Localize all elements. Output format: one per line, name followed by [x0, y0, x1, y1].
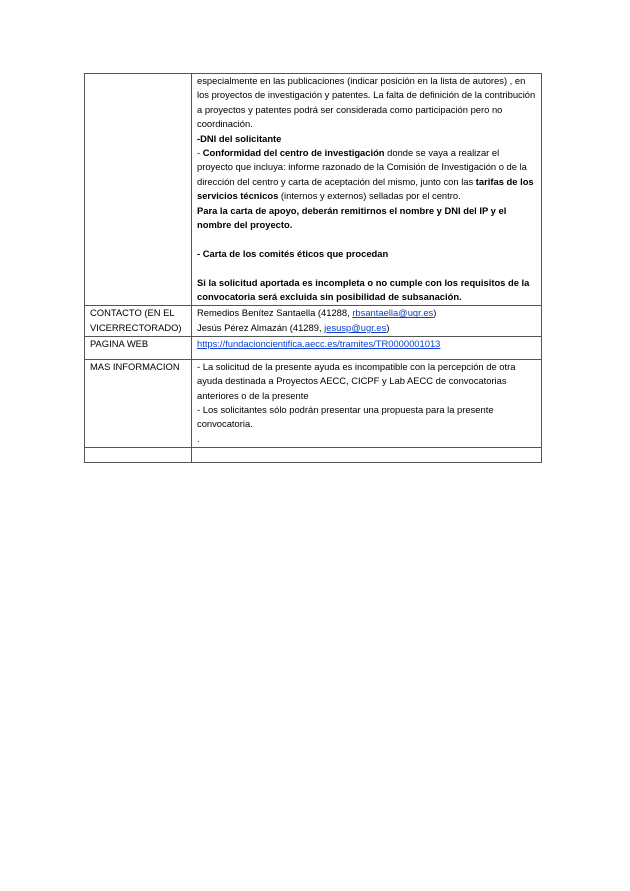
- contact-person-1: [197, 306, 537, 320]
- spacer: [197, 261, 537, 275]
- empty-content-cell: [192, 448, 542, 463]
- tarifas-text: (internos y externos) selladas por el centro.: [278, 190, 461, 202]
- table-row-web: [85, 337, 542, 359]
- table-row-mas-info: [85, 359, 542, 447]
- table-row-contacto: [85, 306, 542, 337]
- contact-email-link-2[interactable]: jesusp@ugr.es: [324, 321, 387, 333]
- comites-requirement: - Carta de los comités éticos que procedan: [197, 247, 389, 259]
- incompatibility-note: - La solicitud de la presente ayuda es incompatible con la percepción de otra ayuda destinada a Proyectos AECC, CICPF y Lab AECC de convocatorias anteriores o de la presente: [197, 360, 516, 401]
- contact-person-2-close: ): [386, 321, 390, 333]
- conformidad-bold-text: Conformidad del centro de investigación: [202, 147, 385, 159]
- conformidad-requirement: [197, 146, 537, 204]
- table-row-empty: [85, 448, 542, 463]
- spacer: [197, 352, 537, 358]
- contact-person-2-name: Jesús Pérez Almazán (41289,: [197, 321, 325, 333]
- web-label: PAGINA WEB: [85, 337, 192, 359]
- call-info-table: [84, 73, 542, 463]
- dni-requirement: -DNI del solicitante: [197, 132, 282, 144]
- website-link[interactable]: https://fundacioncientifica.aecc.es/tramites/TR0000001013: [197, 338, 441, 350]
- requirements-paragraph: especialmente en las publicaciones (indicar posición en la lista de autores) , en los proyectos de investigación y patentes. La falta de definición de la contribución a proyectos y patentes podrá ser considerada como participación pero no coordinación.: [197, 75, 536, 130]
- tarifas-bold-text: tarifas de los servicios técnicos: [197, 175, 534, 202]
- incomplete-warning: Si la solicitud aportada es incompleta o no cumple con los requisitos de la convocatoria será excluida sin posibilidad de subsanación.: [197, 276, 530, 303]
- carta-apoyo-note: Para la carta de apoyo, deberán remitirnos el nombre y DNI del IP y el nombre del proyecto.: [197, 204, 507, 231]
- table-row-requirements: [85, 74, 542, 306]
- requirements-content-cell: [192, 74, 542, 306]
- conformidad-text: donde se vaya a realizar el proyecto que incluya: informe razonado de la Comisión de Investigación o de la dirección del centro y carta de aceptación del mismo, junto con las: [197, 147, 527, 187]
- spacer: [197, 232, 537, 246]
- contacto-label: CONTACTO (EN EL VICERRECTORADO): [85, 306, 192, 337]
- empty-label-cell: [85, 448, 192, 463]
- contact-person-1-close: ): [433, 307, 437, 319]
- trailing-dot: .: [197, 432, 200, 444]
- mas-info-label: MAS INFORMACION: [85, 359, 192, 447]
- contact-person-2: [197, 321, 537, 335]
- single-proposal-note: - Los solicitantes sólo podrán presentar una propuesta para la presente convocatoria.: [197, 403, 494, 430]
- mas-info-content-cell: [192, 359, 542, 447]
- requirements-label-cell: [85, 74, 192, 306]
- web-content-cell: [192, 337, 542, 359]
- contacto-content-cell: [192, 306, 542, 337]
- contact-person-1-name: Remedios Benítez Santaella (41288,: [197, 307, 353, 319]
- contact-email-link-1[interactable]: rbsantaella@ugr.es: [352, 307, 434, 319]
- conformidad-prefix: -: [197, 147, 203, 159]
